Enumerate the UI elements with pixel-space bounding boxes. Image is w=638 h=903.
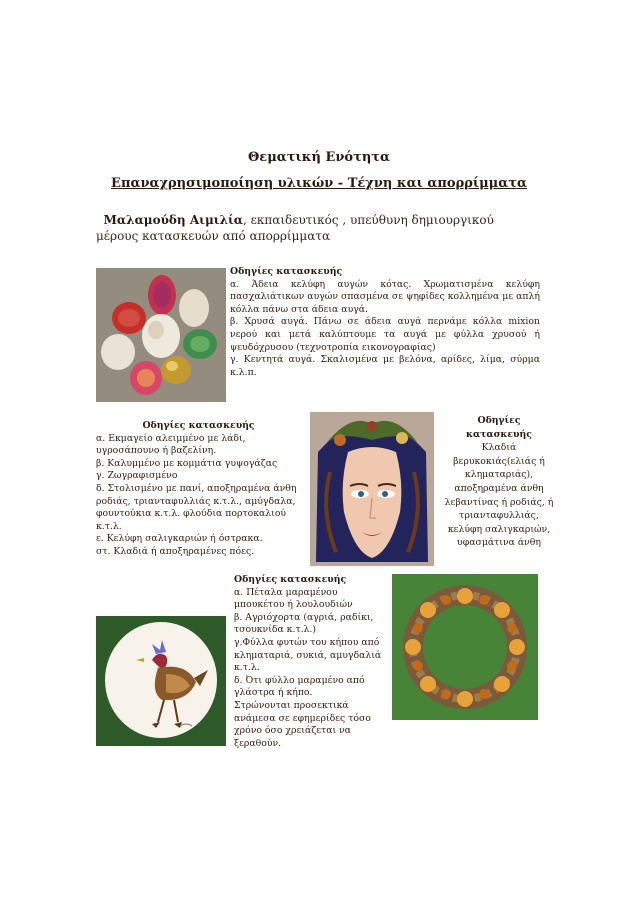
eggs-instructions — [230, 266, 540, 379]
wreath-instructions — [444, 414, 554, 550]
mask-instructions — [96, 420, 301, 559]
mask-line: α. Εκμαγείο αλειμμένο με λάδι, υγροσάπουνο ή βαζελίνη. — [96, 432, 246, 457]
mask-line: ε. Κελύφη σαλιγκαριών ή όστρακα. — [96, 533, 263, 545]
leaves-instructions — [234, 574, 384, 750]
mask-photo — [310, 412, 434, 566]
mask-line: β. Καλυμμένο με κομμάτια γυψογάζας — [96, 457, 278, 469]
page-subtitle: Επαναχρησιμοποίηση υλικών - Τέχνη και απορρίμματα — [111, 176, 527, 191]
leaves-line: α. Πέταλα μαραμένου μπουκέτου ή λουλουδιών — [234, 586, 353, 611]
mask-line: δ. Στολισμένο με πανί, αποξηραμένα άνθη ροδιάς, τριανταφυλλιάς κ.τ.λ., αμύγδαλα, φουντούκια κ.τ.λ. φλούδια πορτοκαλιού κ.τ.λ. — [96, 482, 297, 532]
wreath-text: Κλαδιά βερυκοκιάς(ελιάς ή κληματαριάς), αποξηραμένα άνθη λεβαντίνας ή ροδιάς, ή τριανταφυλλιάς, κελύφη σαλιγκαριών, υφασμάτινα άνθη — [444, 442, 554, 549]
leaves-line: γ.Φύλλα φυτών του κήπου από κληματαριά, συκιά, αμυγδαλιά κ.τ.λ. — [234, 636, 382, 674]
author-role: , εκπαιδευτικός , υπεύθυνη δημιουργικού μέρους κατασκευών από απορρίμματα — [96, 213, 494, 243]
eggs-heading: Οδηγίες κατασκευής — [230, 266, 343, 277]
author-line — [96, 212, 536, 244]
eggs-line: β. Χρυσά αυγά. Πάνω σε άδεια αυγά περνάμε κόλλα mixion νερού και μετά καλύπτουμε τα αυγά με φύλλα χρυσού ή ψευδόχρυσου (τεχνοτροπία εικονογραφίας) — [230, 316, 540, 353]
wreath-heading: Οδηγίες κατασκευής — [466, 415, 532, 440]
wreath-photo — [392, 574, 538, 720]
leaves-heading: Οδηγίες κατασκευής — [234, 574, 347, 585]
mask-heading: Οδηγίες κατασκευής — [142, 420, 255, 431]
page-title: Θεματική Ενότητα — [247, 150, 391, 165]
mask-line: γ. Ζωγραφισμένο — [96, 470, 178, 482]
leaves-line: δ. Ότι φύλλο μαραμένο από γλάστρα ή κήπο. — [234, 674, 365, 699]
author-name: Μαλαμούδη Αιμιλία — [103, 213, 243, 227]
leaf-bird-photo — [96, 616, 226, 746]
eggs-line: γ. Κεντητά αυγά. Σκαλισμένα με βελόνα, αρίδες, λίμα, σύρμα κ.λ.π. — [230, 354, 540, 378]
mask-line: στ. Κλαδιά ή αποξηραμένες πόες. — [96, 545, 255, 557]
leaves-line: β. Αγριόχορτα (αγριά, ραδίκι, τσουκνίδα κ.τ.λ.) — [234, 611, 374, 636]
eggs-line: α. Άδεια κελύφη αυγών κότας. Χρωματισμένα κελύφη πασχαλιάτικων αυγών σπασμένα σε ψηφίδες κολλημένα με απλή κόλλα πάνω στα άδεια αυγά. — [230, 278, 540, 315]
eggs-photo — [96, 268, 226, 402]
leaves-line: Στρώνονται προσεκτικά ανάμεσα σε εφημερίδες τόσο χρόνο όσο χρειάζεται να ξεραθούν. — [234, 699, 371, 749]
